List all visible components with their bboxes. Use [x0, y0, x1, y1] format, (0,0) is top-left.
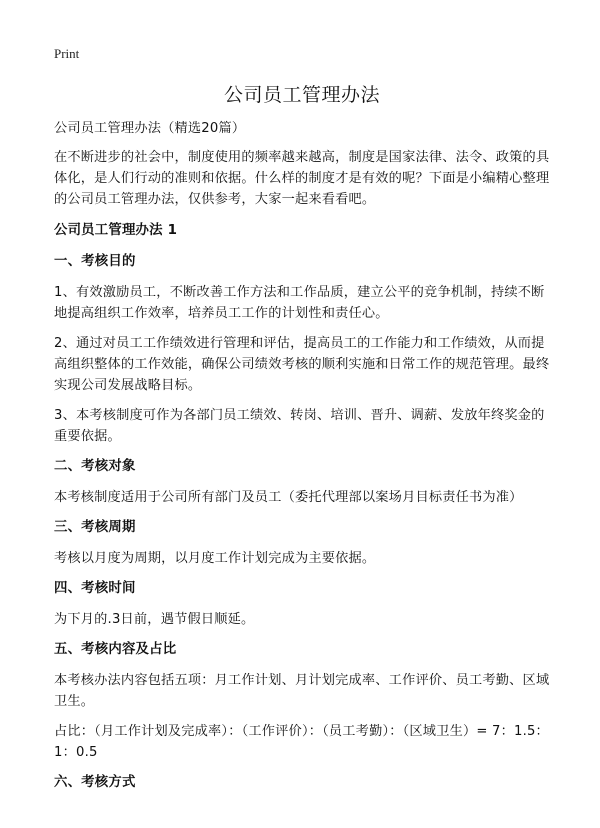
section-heading-method: 六、考核方式 [54, 775, 136, 790]
print-link[interactable]: Print [54, 46, 80, 61]
paragraph: 占比：（月工作计划及完成率）：（工作评价）：（员工考勤）：（区域卫生）= 7：1.5：1：0.5 [54, 724, 549, 760]
document-body [54, 118, 550, 803]
section-heading-purpose: 一、考核目的 [54, 254, 136, 269]
paragraph: 为下月的.3日前，遇节假日顺延。 [54, 612, 255, 627]
paragraph: 考核以月度为周期，以月度工作计划完成为主要依据。 [54, 551, 376, 566]
page-title: 公司员工管理办法 [223, 84, 380, 106]
intro-paragraph: 在不断进步的社会中，制度使用的频率越来越高，制度是国家法律、法令、政策的具体化，是人们行动的准则和依据。什么样的制度才是有效的呢？下面是小编精心整理的公司员工管理办法，仅供参考，大家一起来看看吧。 [54, 150, 550, 207]
section-heading-cycle: 三、考核周期 [54, 520, 136, 535]
paragraph: 本考核办法内容包括五项：月工作计划、月计划完成率、工作评价、员工考勤、区域卫生。 [54, 673, 550, 709]
section-heading-time: 四、考核时间 [54, 581, 136, 596]
document-subtitle: 公司员工管理办法（精选20篇） [54, 121, 246, 136]
paragraph: 3、本考核制度可作为各部门员工绩效、转岗、培训、晋升、调薪、发放年终奖金的重要依据。 [54, 408, 545, 444]
section-heading-content: 五、考核内容及占比 [54, 642, 177, 657]
article-heading: 公司员工管理办法 1 [54, 223, 178, 238]
paragraph: 本考核制度适用于公司所有部门及员工（委托代理部以案场月目标责任书为准） [54, 490, 523, 505]
section-heading-target: 二、考核对象 [54, 459, 136, 474]
paragraph: 2、通过对员工工作绩效进行管理和评估，提高员工的工作能力和工作绩效，从而提高组织整体的工作效能，确保公司绩效考核的顺利实施和日常工作的规范管理。最终实现公司发展战略目标。 [54, 336, 550, 393]
paragraph: 1、有效激励员工，不断改善工作方法和工作品质，建立公平的竞争机制，持续不断地提高组织工作效率，培养员工工作的计划性和责任心。 [54, 285, 545, 321]
